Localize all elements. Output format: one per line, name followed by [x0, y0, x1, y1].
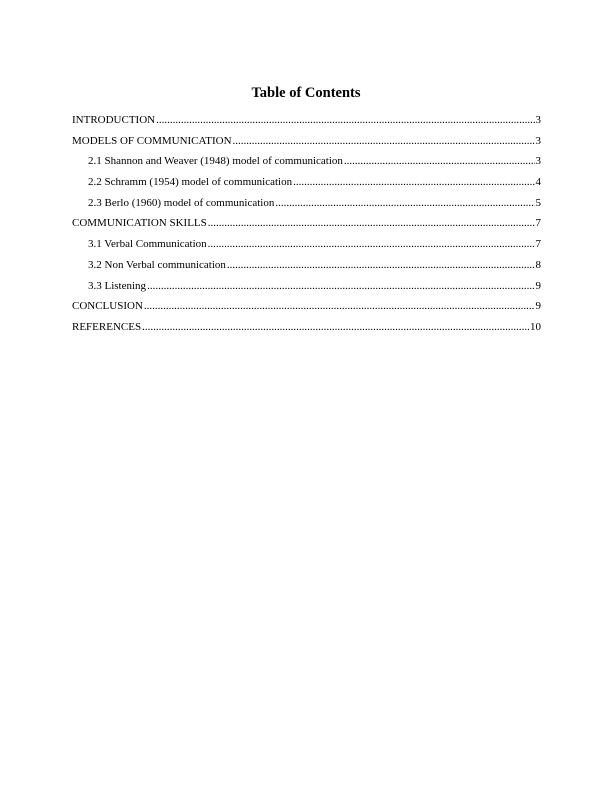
toc-dot-leader [293, 175, 534, 189]
toc-entry-label: 3.3 Listening [88, 279, 147, 292]
toc-entry-non-verbal-communication[interactable] [72, 258, 541, 279]
toc-entry-models-of-communication[interactable] [72, 134, 541, 155]
toc-entry-label: 2.2 Schramm (1954) model of communication [88, 176, 293, 189]
toc-title: Table of Contents [251, 85, 361, 101]
toc-dot-leader [233, 134, 535, 148]
toc-entry-label: COMMUNICATION SKILLS [72, 217, 207, 230]
toc-entry-page: 3 [535, 134, 541, 147]
toc-dot-leader [142, 320, 529, 334]
toc-entry-label: 2.3 Berlo (1960) model of communication [88, 196, 275, 209]
toc-entry-references[interactable] [72, 320, 541, 341]
toc-entry-page: 8 [535, 258, 541, 271]
toc-entry-page: 3 [535, 155, 541, 168]
toc-entry-conclusion[interactable] [72, 299, 541, 320]
toc-entry-page: 10 [530, 320, 541, 333]
toc-entry-label: 3.2 Non Verbal communication [88, 258, 226, 271]
toc-entry-page: 5 [535, 196, 541, 209]
toc-dot-leader [144, 299, 535, 313]
toc-dot-leader [208, 216, 535, 230]
toc-entry-label: 3.1 Verbal Communication [88, 238, 207, 251]
toc-entry-verbal-communication[interactable] [72, 237, 541, 258]
toc-entry-introduction[interactable] [72, 113, 541, 134]
toc-entry-page: 7 [535, 238, 541, 251]
toc-entry-page: 4 [535, 176, 541, 189]
toc-entry-page: 3 [535, 114, 541, 126]
toc-list [72, 113, 541, 341]
toc-entry-label: REFERENCES [72, 320, 142, 333]
toc-dot-leader [147, 279, 534, 293]
toc-entry-page: 9 [535, 279, 541, 292]
toc-entry-berlo[interactable] [72, 196, 541, 217]
toc-entry-listening[interactable] [72, 279, 541, 300]
toc-entry-page: 9 [535, 300, 541, 313]
toc-entry-label: INTRODUCTION [72, 114, 156, 126]
toc-entry-shannon-weaver[interactable] [72, 154, 541, 175]
toc-entry-page: 7 [535, 217, 541, 230]
toc-dot-leader [275, 196, 534, 210]
toc-dot-leader [227, 258, 535, 272]
toc-entry-label: MODELS OF COMMUNICATION [72, 134, 232, 147]
toc-entry-communication-skills[interactable] [72, 216, 541, 237]
toc-dot-leader [344, 154, 535, 168]
toc-entry-schramm[interactable] [72, 175, 541, 196]
toc-entry-label: 2.1 Shannon and Weaver (1948) model of communication [88, 155, 343, 168]
toc-dot-leader [208, 237, 535, 251]
toc-dot-leader [156, 113, 534, 127]
toc-entry-label: CONCLUSION [72, 300, 143, 313]
